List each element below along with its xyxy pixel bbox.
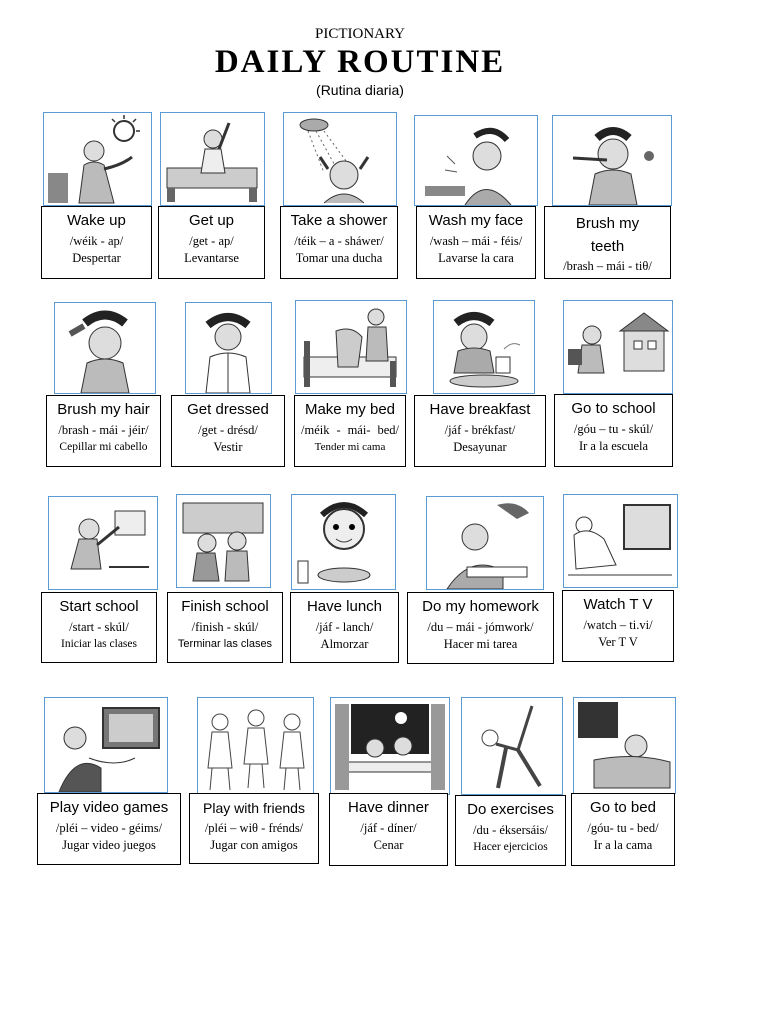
english-term: Make my bed bbox=[304, 401, 396, 418]
english-term: Go to bed bbox=[590, 799, 656, 816]
card-go-to-school bbox=[554, 394, 673, 467]
spanish-translation: Ir a la cama bbox=[593, 838, 653, 852]
pronunciation: /du – mái - jómwork/ bbox=[427, 620, 534, 634]
pronunciation: /get - drésd/ bbox=[198, 423, 258, 437]
spanish-translation: Tender mi cama bbox=[314, 441, 386, 453]
english-term: Wash my face bbox=[428, 212, 524, 229]
watch-tv-picture bbox=[563, 494, 678, 588]
pronunciation: /jáf - brékfast/ bbox=[444, 423, 516, 437]
start-school-picture bbox=[48, 496, 158, 590]
spanish-translation: Almorzar bbox=[320, 637, 369, 651]
spanish-translation: Tomar una ducha bbox=[295, 251, 383, 265]
english-term: Finish school bbox=[181, 598, 269, 615]
pronunciation: /get - ap/ bbox=[189, 234, 234, 248]
pronunciation: /jáf - díner/ bbox=[360, 821, 417, 835]
pronunciation: /téik – a - sháwer/ bbox=[294, 234, 384, 248]
card-do-exercises bbox=[455, 795, 566, 866]
play-friends-picture bbox=[197, 697, 314, 795]
english-term: Watch T V bbox=[583, 596, 653, 613]
spanish-translation: Ver T V bbox=[598, 635, 638, 649]
brush-hair-picture bbox=[54, 302, 156, 394]
dinner-picture bbox=[330, 697, 450, 795]
card-have-dinner bbox=[329, 793, 448, 866]
card-go-to-bed bbox=[571, 793, 675, 866]
english-term: Wake up bbox=[67, 212, 126, 229]
pronunciation: /jáf - lanch/ bbox=[315, 620, 374, 634]
english-term: Get up bbox=[188, 212, 235, 229]
lunch-picture bbox=[291, 494, 396, 590]
brush-teeth-picture bbox=[552, 115, 672, 206]
card-watch-tv bbox=[562, 590, 674, 662]
card-play-video-games bbox=[37, 793, 181, 865]
card-have-breakfast bbox=[414, 395, 546, 467]
card-brush-my-teeth bbox=[544, 206, 671, 279]
spanish-translation: Ir a la escuela bbox=[578, 439, 649, 453]
english-term: Play with friends bbox=[203, 800, 305, 816]
english-term: Do exercises bbox=[467, 801, 554, 818]
card-play-with-friends bbox=[189, 793, 319, 864]
pronunciation: /pléi – wiθ - frénds/ bbox=[204, 821, 304, 835]
pronunciation: /watch – ti.vi/ bbox=[583, 618, 653, 632]
card-do-my-homework bbox=[407, 592, 554, 664]
spanish-translation: Despertar bbox=[72, 251, 121, 265]
card-have-lunch bbox=[290, 592, 399, 663]
page-subtitle: (Rutina diaria) bbox=[316, 82, 404, 98]
exercises-picture bbox=[461, 697, 563, 795]
english-term: Play video games bbox=[49, 799, 169, 816]
spanish-translation: Vestir bbox=[213, 440, 243, 454]
spanish-translation: Jugar con amigos bbox=[210, 838, 298, 852]
english-term: Take a shower bbox=[290, 212, 388, 229]
spanish-translation: Iniciar las clases bbox=[61, 638, 137, 650]
card-start-school bbox=[41, 592, 157, 663]
english-term: Start school bbox=[59, 598, 139, 615]
get-up-picture bbox=[160, 112, 265, 206]
english-term: Have lunch bbox=[306, 598, 383, 615]
spanish-translation: Cenar bbox=[373, 838, 404, 852]
card-finish-school bbox=[167, 592, 283, 663]
pronunciation: /wash – mái - féis/ bbox=[429, 234, 523, 248]
page-title: DAILY ROUTINE bbox=[214, 44, 506, 80]
pronunciation: /góu – tu - skúl/ bbox=[573, 422, 654, 436]
pronunciation: /méik - mái- bed/ bbox=[301, 423, 399, 437]
make-bed-picture bbox=[295, 300, 407, 394]
card-get-up bbox=[158, 206, 265, 279]
breakfast-picture bbox=[433, 300, 535, 394]
spanish-translation: Desayunar bbox=[453, 440, 507, 454]
spanish-translation: Jugar video juegos bbox=[62, 838, 156, 852]
spanish-translation: Cepillar mi cabello bbox=[59, 441, 148, 453]
pronunciation: /brash - mái - jéir/ bbox=[58, 423, 149, 437]
english-term: Have breakfast bbox=[429, 401, 531, 418]
spanish-translation: Hacer mi tarea bbox=[443, 637, 518, 651]
spanish-translation: Hacer ejercicios bbox=[473, 841, 548, 853]
spanish-translation: Terminar las clases bbox=[177, 638, 273, 650]
card-wash-my-face bbox=[416, 206, 536, 279]
homework-picture bbox=[426, 496, 544, 590]
pictionary-label: PICTIONARY bbox=[314, 26, 405, 42]
english-term: Brush my teeth bbox=[575, 215, 640, 255]
english-term: Have dinner bbox=[348, 799, 429, 816]
card-wake-up bbox=[41, 206, 152, 279]
go-to-school-picture bbox=[563, 300, 673, 394]
pronunciation: /pléi – video - géims/ bbox=[55, 821, 163, 835]
get-dressed-picture bbox=[185, 302, 272, 394]
card-make-my-bed bbox=[294, 395, 406, 467]
pronunciation: /góu- tu - bed/ bbox=[587, 821, 659, 835]
pronunciation: /du - éksersáis/ bbox=[473, 823, 548, 837]
english-term: Get dressed bbox=[187, 401, 269, 418]
spanish-translation: Levantarse bbox=[184, 251, 239, 265]
english-term: Do my homework bbox=[422, 598, 539, 615]
video-games-picture bbox=[44, 697, 168, 793]
finish-school-picture bbox=[176, 494, 271, 588]
shower-picture bbox=[283, 112, 397, 206]
pronunciation: /brash – mái - tiθ/ bbox=[563, 259, 652, 273]
english-term: Go to school bbox=[571, 400, 656, 417]
go-to-bed-picture bbox=[573, 697, 676, 794]
spanish-translation: Lavarse la cara bbox=[438, 251, 514, 265]
card-take-a-shower bbox=[280, 206, 398, 279]
card-brush-my-hair bbox=[46, 395, 161, 467]
pronunciation: /finish - skúl/ bbox=[191, 620, 259, 634]
english-term: Brush my hair bbox=[57, 401, 150, 418]
pronunciation: /wéik - ap/ bbox=[69, 234, 124, 248]
card-get-dressed bbox=[171, 395, 285, 467]
wake-up-picture bbox=[43, 112, 152, 206]
wash-face-picture bbox=[414, 115, 538, 206]
pronunciation: /start - skúl/ bbox=[69, 620, 129, 634]
